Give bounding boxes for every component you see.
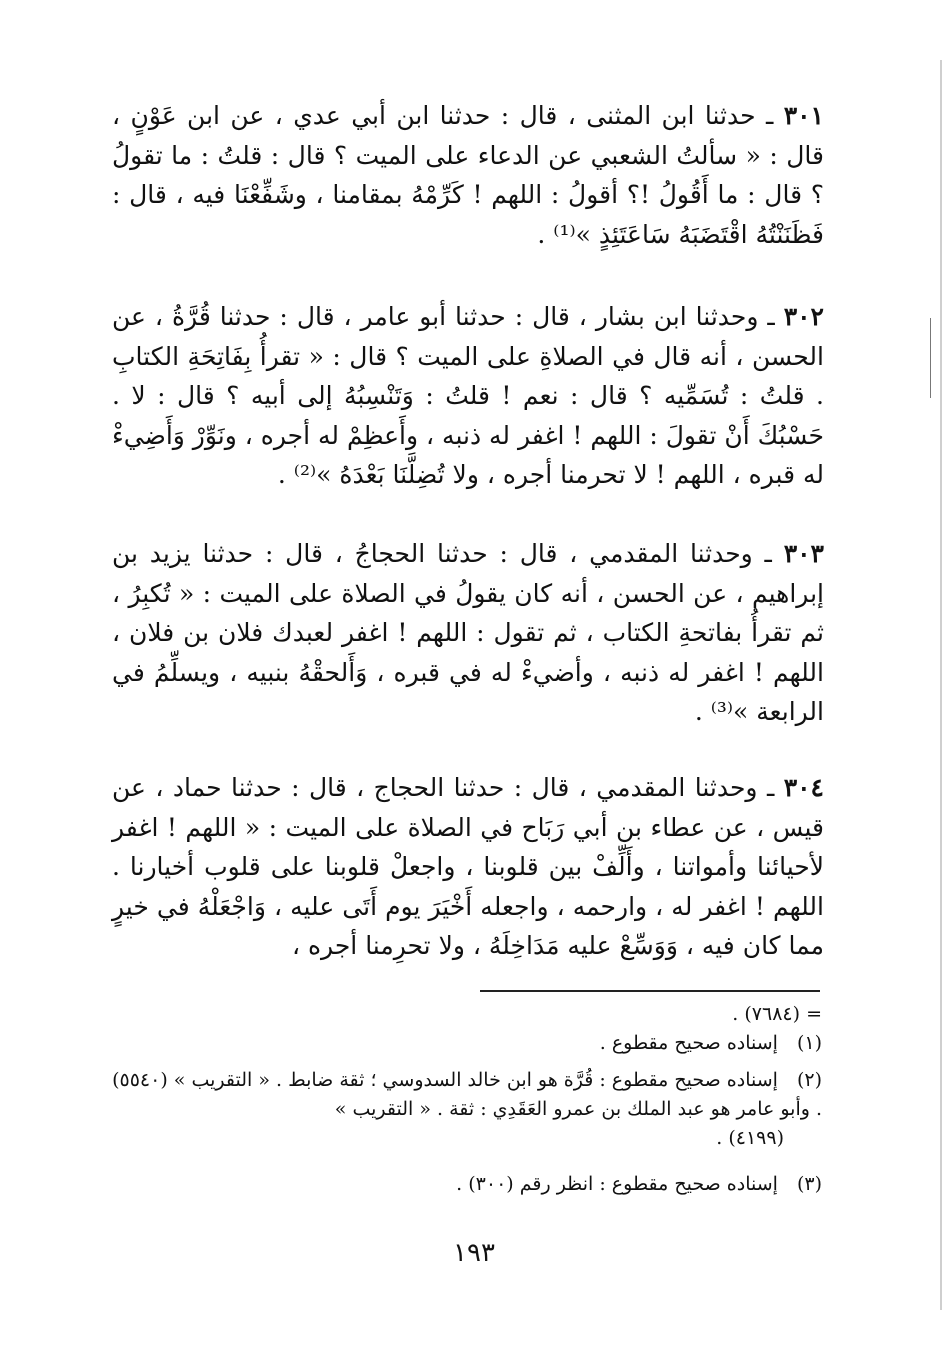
footnote-marker: (٣) — [796, 1173, 822, 1195]
footnote-text-continued: (٤١٩٩) . — [716, 1127, 784, 1149]
hadith-text: ـ وحدثنا المقدمي ، قال : حدثنا الحجاج ، قال : حدثنا حماد ، عن قيس ، عن عطاء بن أبي رَبَاح في الصلاة على الميت : « اللهم ! اغفر لأحيائنا وأمواتنا ، وأَلِّفْ بين قلوبنا ، واجعلْ قلوبنا على قلوب أخيارنا . اللهم ! اغفر له ، وارحمه ، واجعله أَخْيَرَ يوم أَتَى عليه ، وَاجْعَلْهُ في خيرٍ مما كان فيه ، وَوَسِّعْ عليه مَدَاخِلَهُ ، ولا تحرِمنا أجره ، — [112, 773, 824, 960]
footnote-2 — [112, 1066, 822, 1153]
footnote-continuation: = (٧٦٨٤) . — [732, 1003, 822, 1025]
hadith-text: ـ وحدثنا ابن بشار ، قال : حدثنا أبو عامر ، قال : حدثنا قُرَّةُ ، عن الحسن ، أنه قال في الصلاةِ على الميت ؟ قال : « تقرأُ بِفَاتِحَةِ الكتابِ . قلتُ : تُسَمِّيه ؟ قال : نعم ! قلتُ : وَتَنْسِبُهُ إلى أبيه ؟ قال : لا . حَسْبُكَ أَنْ تقولَ : اللهم ! اغفر له ذنبه ، وأَعظِمْ له أجره ، ونَوِّرْ وَأَضِيءْ له قبره ، اللهم ! لا تحرمنا أجره ، ولا تُضِلَّنَا بَعْدَهُ »⁽²⁾ . — [112, 302, 824, 489]
footnote-1 — [112, 1029, 822, 1058]
footnote-text: إسناده صحيح مقطوع . — [599, 1032, 778, 1054]
footnote-text: إسناده صحيح مقطوع : انظر رقم (٣٠٠) . — [456, 1173, 778, 1195]
footnote-3 — [112, 1170, 822, 1199]
footnote-divider — [480, 990, 820, 992]
hadith-number: ٣٠٤ — [783, 773, 824, 802]
hadith-number: ٣٠٣ — [783, 539, 824, 568]
page-number: ١٩٣ — [453, 1238, 495, 1268]
hadith-304 — [112, 768, 824, 966]
footnote-marker: (٢) — [796, 1069, 822, 1091]
hadith-302 — [112, 297, 824, 495]
hadith-301 — [112, 96, 824, 254]
hadith-text: ـ وحدثنا المقدمي ، قال : حدثنا الحجاجُ ، قال : حدثنا يزيد بن إبراهيم ، عن الحسن ، أنه كان يقولُ في الصلاة على الميت : « تُكبِرُ ، ثم تقرأُ بفاتحةِ الكتاب ، ثم تقول : اللهم ! اغفر لعبدك فلان بن فلان ، اللهم ! اغفر له ذنبه ، وأضيءْ له في قبره ، وَأَلحقْهُ بنبيه ، ويسلِّمُ في الرابعة »⁽³⁾ . — [112, 539, 824, 726]
footnote-marker: (١) — [796, 1032, 822, 1054]
hadith-303 — [112, 534, 824, 732]
hadith-text: ـ حدثنا ابن المثنى ، قال : حدثنا ابن أبي عدي ، عن ابن عَوْنٍ ، قال : « سألتُ الشعبي عن الدعاء على الميت ؟ قال : قلتُ : ما تقولُ ؟ قال : ما أَقُولُ !؟ أقولُ : اللهم ! كَرِّمْهُ بمقامنا ، وشَفِّعْنَا فيه ، قال : فَظَنَنْتُهُ اقْتَضَبَهُ سَاعَتَئِذٍ »⁽¹⁾ . — [112, 101, 824, 249]
hadith-number: ٣٠١ — [783, 101, 824, 130]
hadith-number: ٣٠٢ — [783, 302, 824, 331]
scan-edge — [940, 60, 942, 1310]
scan-mark — [930, 318, 935, 398]
footnote-text: إسناده صحيح مقطوع : قُرَّة هو ابن خالد السدوسي ؛ ثقة ضابط . « التقريب » (٥٥٤٠) . وأبو عامر هو عبد الملك بن عمرو العَقَدِي : ثقة . « التقريب » — [112, 1069, 822, 1120]
